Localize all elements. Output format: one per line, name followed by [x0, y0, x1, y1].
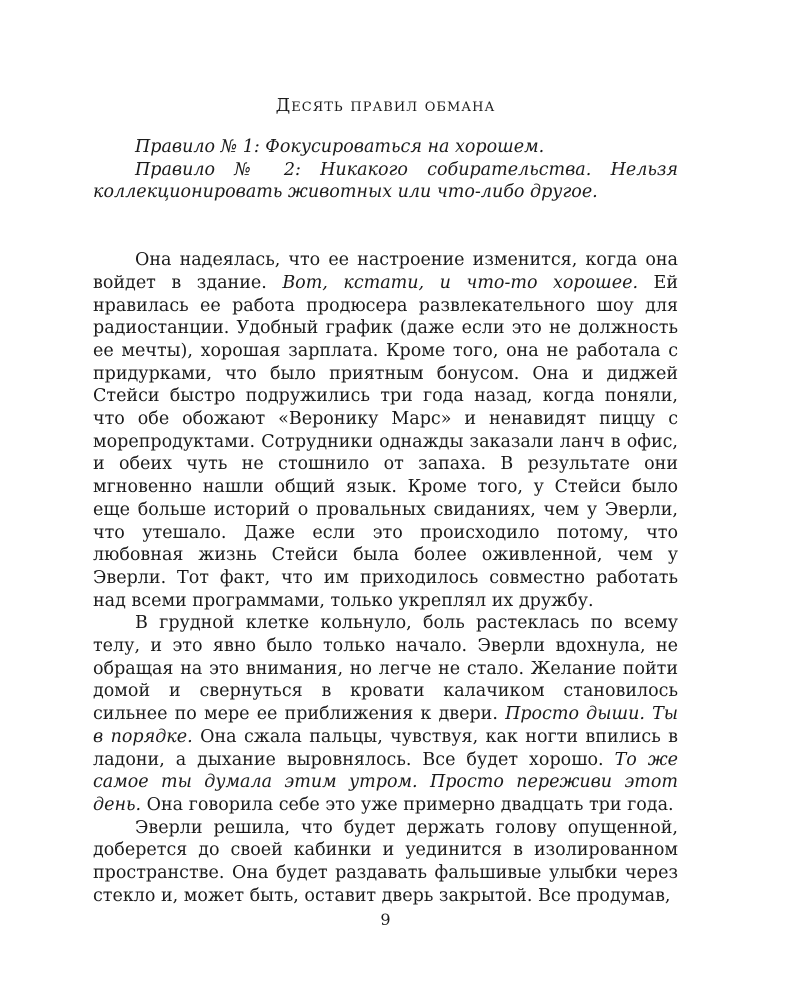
- paragraph: [93, 249, 678, 612]
- section-spacer: [93, 204, 678, 249]
- rule-line: Правило № 2: Никакого собирательства. Нельзя коллекционировать животных или что-либо другое.: [93, 159, 678, 203]
- rule-line: Правило № 1: Фокусироваться на хорошем.: [135, 137, 545, 157]
- text-run: Ей нравилась ее работа продюсера развлекательного шоу для радиостанции. Удобный график (даже если это не должность ее мечты), хорошая зарплата. Кроме того, она не работала с придурками, что было приятным бонусом. Она и диджей Стейси быстро подружились три года назад, когда поняли, что обе обожают «Веронику Марс» и ненавидят пиццу с морепродуктами. Сотрудники однажды заказали ланч в офис, и обеих чуть не стошнило от запаха. В результате они мгновенно нашли общий язык. Кроме того, у Стейси было еще больше историй о провальных свиданиях, чем у Эверли, что утешало. Даже если это происходило потому, что любовная жизнь Стейси была более оживленной, чем у Эверли. Тот факт, что им приходилось совместно работать над всеми программами, только укреплял их дружбу.: [93, 272, 678, 611]
- italic-text-run: Вот, кстати, и что-то хорошее.: [282, 272, 639, 293]
- text-run: Она надеялась, что ее настроение изменится, когда она войдет в здание.: [93, 250, 678, 293]
- text-run: В грудной клетке кольнуло, боль растеклась по всему телу, и это явно было только начало. Эверли вдохнула, не обращая на это внимания, но легче не стало. Желание пойти домой и свернуться в кровати калачиком становилось сильнее по мере ее приближения к двери.: [93, 613, 678, 725]
- text-run: Она говорила себе это уже примерно двадцать три года.: [141, 794, 674, 815]
- paragraph: [93, 817, 678, 908]
- paragraph: [93, 612, 678, 816]
- text-block: [93, 136, 678, 908]
- text-run: Она сжала пальцы, чувствуя, как ногти впились в ладони, а дыхание выровнялось. Все будет хорошо.: [93, 726, 678, 770]
- page-number: 9: [380, 910, 391, 929]
- italic-text-run: То же самое ты думала этим утром. Просто переживи этот день.: [93, 749, 679, 815]
- running-head: Десять правил обмана: [275, 95, 496, 116]
- text-run: Эверли решила, что будет держать голову опущенной, доберется до своей кабинки и уединится в изолированном пространстве. Она будет раздавать фальшивые улыбки через стекло и, может быть, оставит дверь закрытой. Все продумав,: [93, 817, 678, 906]
- italic-text-run: Просто дыши. Ты в порядке.: [93, 704, 678, 747]
